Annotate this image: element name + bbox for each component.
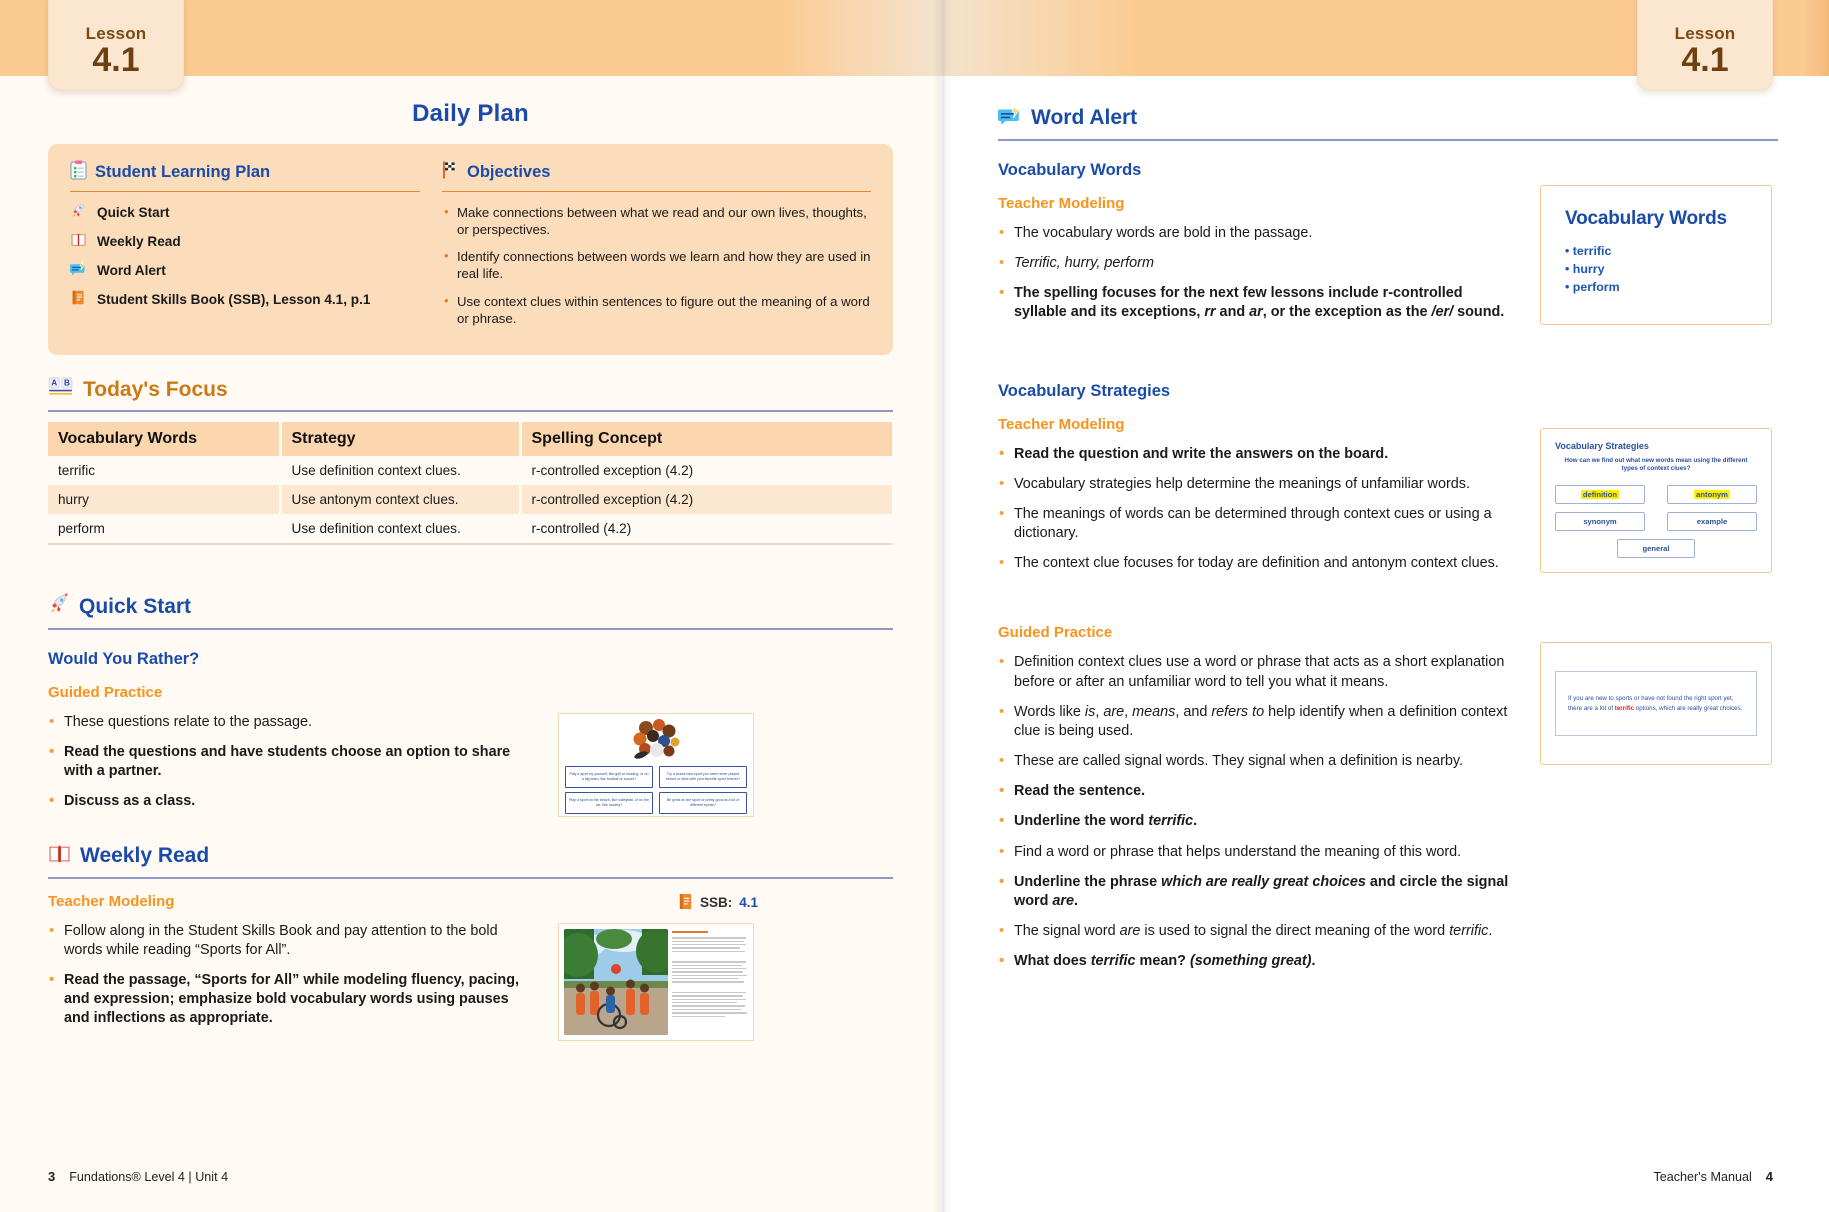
bullet-item: • These are called signal words. They signal when a definition is nearby. bbox=[998, 752, 1514, 771]
bullet-item: • Discuss as a class. bbox=[48, 792, 538, 811]
lesson-tab-number: 4.1 bbox=[1681, 40, 1729, 79]
weekly-read-label: Weekly Read bbox=[80, 844, 210, 868]
todays-focus-table bbox=[48, 422, 893, 543]
card-word-list bbox=[1565, 244, 1751, 294]
context-clue-chip-grid bbox=[1555, 485, 1757, 531]
teacher-modeling-label: Teacher Modeling bbox=[998, 415, 1125, 433]
objectives-heading bbox=[442, 160, 871, 192]
vocabulary-strategies-section bbox=[998, 382, 1778, 585]
bullet-item: • Read the passage, “Sports for All” while modeling fluency, pacing, and expression; emphasize bold vocabulary words using pauses and inflections as appropriate. bbox=[48, 971, 538, 1028]
quick-start-section bbox=[48, 593, 893, 823]
ssb-passage-title-line bbox=[672, 931, 708, 934]
rocket-icon bbox=[48, 593, 70, 621]
word-alert-heading bbox=[998, 104, 1778, 132]
weekly-read-text bbox=[48, 893, 538, 1041]
section-divider bbox=[48, 628, 893, 630]
weekly-read-section bbox=[48, 843, 893, 1041]
section-divider bbox=[998, 139, 1778, 141]
chip-label: antonym bbox=[1696, 490, 1728, 500]
sports-balls-image bbox=[631, 718, 683, 764]
cell-spelling: r-controlled (4.2) bbox=[520, 514, 892, 543]
guided-practice-section bbox=[998, 624, 1778, 982]
student-learning-plan-label: Student Learning Plan bbox=[95, 163, 271, 181]
plan-item-label: Word Alert bbox=[97, 262, 166, 278]
bullet-item: • Read the sentence. bbox=[998, 782, 1514, 801]
ab-blocks-icon bbox=[48, 377, 74, 403]
student-learning-plan-heading bbox=[70, 160, 420, 192]
bullet-item: • Terrific, hurry, perform bbox=[998, 254, 1514, 273]
bullet-item: • Underline the phrase which are really great choices and circle the signal word are. bbox=[998, 873, 1514, 911]
lesson-tab-number: 4.1 bbox=[92, 40, 140, 79]
lesson-tab-word: Lesson bbox=[1674, 23, 1736, 43]
plan-item-quick-start bbox=[70, 202, 420, 222]
speech-bubble-icon bbox=[70, 260, 87, 280]
plan-item-word-alert bbox=[70, 260, 420, 280]
ssb-number: 4.1 bbox=[739, 895, 758, 911]
bullet-item: • The spelling focuses for the next few lessons include r-controlled syllable and its exceptions, rr and ar, or the exception as the /er/ sound. bbox=[998, 284, 1514, 322]
page-number: 3 bbox=[48, 1169, 56, 1184]
page-title: Daily Plan bbox=[412, 100, 529, 127]
guided-practice-text bbox=[998, 624, 1514, 982]
section-divider bbox=[48, 877, 893, 879]
would-you-rather-options bbox=[565, 766, 747, 814]
vocabulary-words-text bbox=[998, 161, 1514, 334]
vocabulary-words-card-column bbox=[1540, 161, 1772, 334]
open-book-icon bbox=[48, 843, 71, 870]
bullet-item: • Underline the word terrific. bbox=[998, 812, 1514, 831]
bullet-item: • Read the question and write the answers on the board. bbox=[998, 445, 1514, 464]
sentence-part-2: options, which are really great choices. bbox=[1634, 704, 1743, 712]
section-divider bbox=[48, 410, 893, 412]
bullet-item: • These questions relate to the passage. bbox=[48, 713, 538, 732]
wyr-option[interactable]: Play a sport on the beach, like volleyball, or on the ice, like hockey? bbox=[565, 792, 653, 814]
todays-focus-heading bbox=[48, 377, 893, 403]
objectives-label: Objectives bbox=[467, 163, 551, 181]
vocabulary-words-section bbox=[998, 161, 1778, 334]
chip-synonym[interactable] bbox=[1555, 512, 1645, 531]
objectives-list bbox=[442, 204, 871, 327]
student-learning-plan-column bbox=[70, 160, 420, 337]
bullet-item: • Read the questions and have students choose an option to share with a partner. bbox=[48, 743, 538, 781]
table-row bbox=[48, 485, 892, 514]
vocabulary-strategies-bullets bbox=[998, 445, 1514, 574]
bullet-item: • The signal word are is used to signal the direct meaning of the word terrific. bbox=[998, 922, 1514, 941]
bullet-item: • The context clue focuses for today are definition and antonym context clues. bbox=[998, 554, 1514, 573]
plan-item-ssb bbox=[70, 289, 420, 309]
students-playing-photo bbox=[564, 929, 668, 1035]
vocabulary-strategies-title: Vocabulary Strategies bbox=[998, 381, 1171, 400]
table-row bbox=[48, 514, 892, 543]
guided-practice-bullets bbox=[998, 653, 1514, 971]
bullet-item: • Find a word or phrase that helps understand the meaning of this word. bbox=[998, 843, 1514, 862]
table-row bbox=[48, 456, 892, 485]
plan-item-label: Weekly Read bbox=[97, 233, 181, 249]
chip-label: example bbox=[1696, 517, 1728, 527]
vocabulary-words-bullets bbox=[998, 224, 1514, 323]
chip-label: general bbox=[1642, 544, 1670, 554]
bullet-item: • Words like is, are, means, and refers to help identify when a definition context clue is being used. bbox=[998, 703, 1514, 741]
footer-text: Teacher's Manual bbox=[1653, 1170, 1752, 1184]
lesson-tab-right bbox=[1637, 0, 1773, 90]
chip-label: definition bbox=[1582, 490, 1618, 500]
open-book-icon bbox=[70, 231, 87, 251]
vocabulary-words-card[interactable] bbox=[1540, 185, 1772, 325]
cell-word: perform bbox=[48, 514, 280, 543]
teacher-modeling-label: Teacher Modeling bbox=[48, 892, 175, 910]
wyr-option[interactable]: Be great at one sport or pretty good at a lot of different sports? bbox=[659, 792, 747, 814]
column-header-vocabulary: Vocabulary Words bbox=[48, 422, 280, 456]
column-header-spelling: Spelling Concept bbox=[520, 422, 892, 456]
sentence-card-column bbox=[1540, 624, 1772, 982]
clipboard-icon bbox=[70, 160, 87, 185]
speech-bubble-icon bbox=[998, 104, 1022, 132]
todays-focus-section bbox=[48, 377, 893, 545]
weekly-read-body bbox=[48, 893, 893, 1041]
vocabulary-strategies-text bbox=[998, 382, 1514, 585]
bullet-item: • The vocabulary words are bold in the passage. bbox=[998, 224, 1514, 243]
footer-text: Fundations® Level 4 | Unit 4 bbox=[69, 1170, 229, 1184]
card-title: Vocabulary Strategies bbox=[1555, 440, 1649, 451]
chip-label: synonym bbox=[1583, 517, 1617, 527]
objectives-column bbox=[442, 160, 871, 337]
chip-definition[interactable] bbox=[1555, 485, 1645, 504]
lesson-tab-left bbox=[48, 0, 184, 90]
bullet-item: • Definition context clues use a word or phrase that acts as a short explanation before or after an unfamiliar word to tell you what it means. bbox=[998, 653, 1514, 691]
chip-antonym[interactable] bbox=[1667, 485, 1757, 504]
sentence-card[interactable] bbox=[1540, 642, 1772, 765]
left-page-content bbox=[48, 0, 893, 1041]
card-word: • hurry bbox=[1565, 262, 1751, 276]
vocabulary-strategies-card[interactable] bbox=[1540, 428, 1772, 574]
checkered-flag-icon bbox=[442, 160, 459, 185]
card-question: How can we find out what new words mean using the different types of context clues? bbox=[1564, 456, 1748, 472]
lesson-tab-word: Lesson bbox=[85, 23, 147, 43]
sentence-part-1: If you are new to sports or have not found the right sport yet, there are a lot of bbox=[1568, 695, 1734, 712]
ssb-page-thumbnail[interactable] bbox=[558, 923, 754, 1041]
ssb-label: SSB: bbox=[699, 895, 733, 911]
general-chip-row bbox=[1555, 539, 1757, 558]
right-page bbox=[940, 0, 1829, 1212]
card-word: • perform bbox=[1565, 280, 1751, 294]
book-icon bbox=[678, 893, 693, 913]
quick-start-heading bbox=[48, 593, 893, 621]
objective-item: • Make connections between what we read and our own lives, thoughts, or perspectives. bbox=[442, 204, 871, 238]
vocabulary-strategies-card-column bbox=[1540, 382, 1772, 585]
svg-text:B: B bbox=[63, 378, 70, 388]
sentence-text bbox=[1555, 671, 1757, 736]
plan-item-weekly-read bbox=[70, 231, 420, 251]
plan-item-label: Quick Start bbox=[97, 204, 170, 220]
teacher-modeling-label: Teacher Modeling bbox=[998, 195, 1125, 212]
guided-practice-label: Guided Practice bbox=[48, 683, 163, 701]
column-header-strategy: Strategy bbox=[280, 422, 520, 456]
cell-word: hurry bbox=[48, 485, 280, 514]
objective-item: • Identify connections between words we learn and how they are used in real life. bbox=[442, 248, 871, 282]
weekly-read-bullets bbox=[48, 922, 538, 1029]
ssb-column bbox=[558, 893, 758, 1041]
guided-practice-label: Guided Practice bbox=[998, 624, 1113, 642]
daily-plan-panel bbox=[48, 144, 893, 355]
card-title: Vocabulary Words bbox=[1565, 208, 1727, 229]
ssb-tag bbox=[558, 893, 758, 913]
rocket-icon bbox=[70, 202, 87, 222]
page-number: 4 bbox=[1765, 1169, 1773, 1184]
cell-strategy: Use antonym context clues. bbox=[280, 485, 520, 514]
would-you-rather-slide[interactable] bbox=[558, 713, 754, 817]
todays-focus-table-wrap bbox=[48, 422, 893, 545]
right-page-content bbox=[998, 0, 1778, 982]
todays-focus-label: Today's Focus bbox=[83, 377, 228, 401]
vocabulary-words-title: Vocabulary Words bbox=[998, 161, 1142, 179]
ssb-text-lines bbox=[672, 929, 748, 1035]
bullet-item: • Vocabulary strategies help determine the meanings of unfamiliar words. bbox=[998, 475, 1514, 494]
objective-item: • Use context clues within sentences to figure out the meaning of a word or phrase. bbox=[442, 293, 871, 327]
quick-start-subtitle: Would You Rather? bbox=[48, 649, 200, 668]
quick-start-bullets bbox=[48, 713, 538, 823]
wyr-option[interactable]: Try a brand-new sport you have never played before or stick with your favorite sport forever? bbox=[659, 766, 747, 788]
quick-start-label: Quick Start bbox=[79, 594, 192, 618]
bullet-item: • What does terrific mean? (something great). bbox=[998, 952, 1514, 971]
cell-word: terrific bbox=[48, 456, 280, 485]
cell-spelling: r-controlled exception (4.2) bbox=[520, 485, 892, 514]
chip-general[interactable] bbox=[1617, 539, 1695, 558]
footer-right bbox=[1653, 1169, 1773, 1184]
wyr-option[interactable]: Play a sport by yourself, like golf or bowling, or on a big team, like football or soccer? bbox=[565, 766, 653, 788]
chip-example[interactable] bbox=[1667, 512, 1757, 531]
word-alert-label: Word Alert bbox=[1031, 106, 1138, 129]
cell-spelling: r-controlled exception (4.2) bbox=[520, 456, 892, 485]
card-word: • terrific bbox=[1565, 244, 1751, 258]
bullet-item: • Follow along in the Student Skills Book and pay attention to the bold words while reading “Sports for All”. bbox=[48, 922, 538, 960]
book-icon bbox=[70, 289, 87, 309]
bullet-item: • The meanings of words can be determined through context cues or using a dictionary. bbox=[998, 505, 1514, 543]
cell-strategy: Use definition context clues. bbox=[280, 514, 520, 543]
sentence-highlight-word: terrific bbox=[1614, 704, 1635, 712]
weekly-read-heading bbox=[48, 843, 893, 870]
cell-strategy: Use definition context clues. bbox=[280, 456, 520, 485]
plan-item-label: Student Skills Book (SSB), Lesson 4.1, p.1 bbox=[97, 291, 371, 307]
quick-start-body bbox=[48, 713, 893, 823]
student-learning-plan-list bbox=[70, 202, 420, 309]
footer-left bbox=[48, 1169, 228, 1184]
table-header-row bbox=[48, 422, 892, 456]
svg-text:A: A bbox=[51, 378, 58, 388]
